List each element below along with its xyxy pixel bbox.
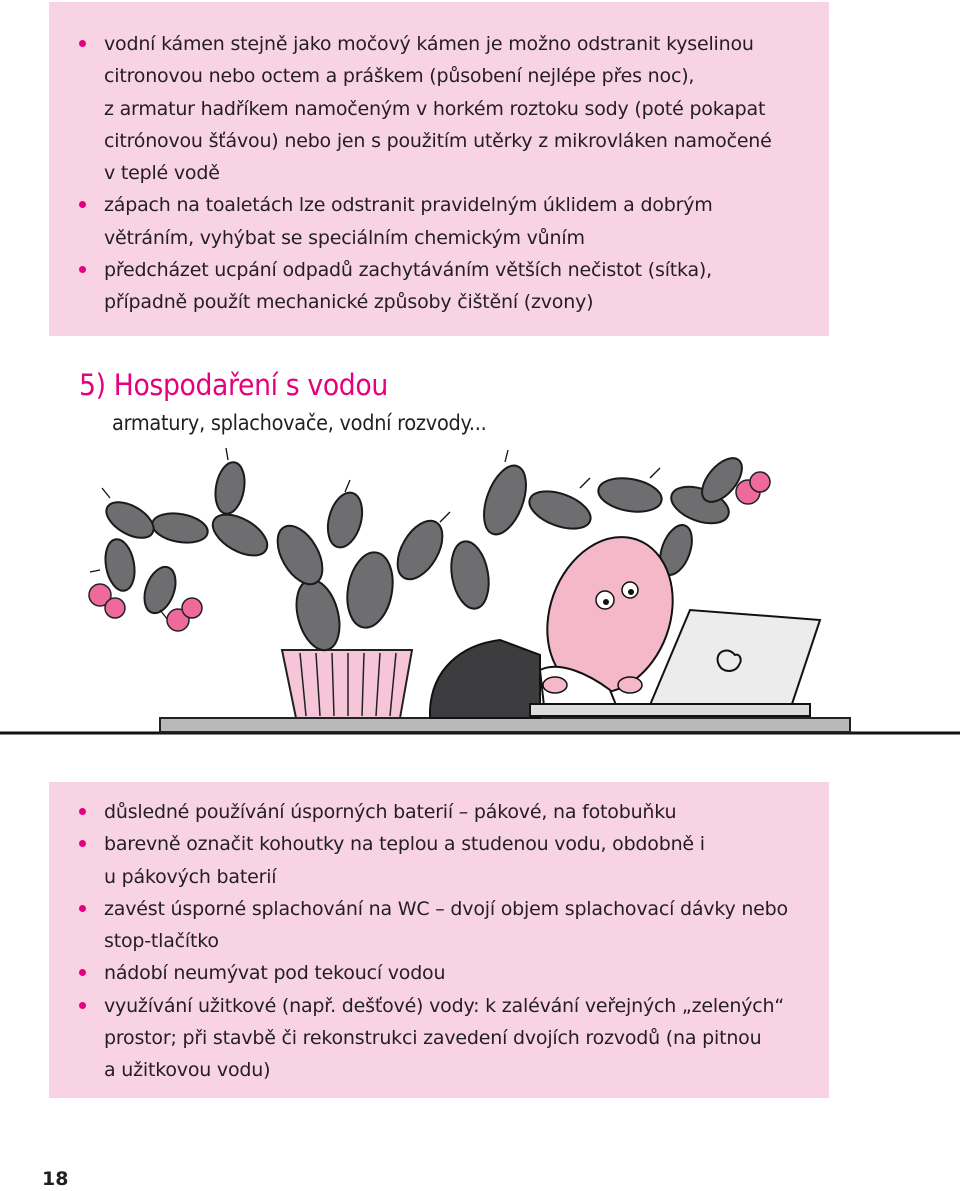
list-item-line: z armatur hadříkem namočeným v horkém roztoku sody (poté pokapat [104, 97, 766, 120]
tips-list-top [79, 28, 809, 319]
list-item-line: citronovou nebo octem a práškem (působení nejlépe přes noc), [104, 65, 695, 88]
cactus-office-illustration [0, 440, 960, 750]
desk-edge [160, 718, 850, 732]
list-item [79, 990, 809, 1087]
list-item-line: zápach na toaletách lze odstranit pravidelným úklidem a dobrým [104, 194, 713, 217]
list-item [79, 796, 809, 828]
list-item [79, 828, 809, 893]
tips-box-top [49, 2, 829, 336]
list-item-line: využívání užitkové (např. dešťové) vody: k zalévání veřejných „zelených“ [104, 994, 785, 1017]
section-heading: 5) Hospodaření s vodou [79, 368, 388, 402]
list-item-line: nádobí neumývat pod tekoucí vodou [104, 962, 446, 985]
list-item [79, 28, 809, 189]
list-item-line: případně použít mechanické způsoby čištění (zvony) [104, 291, 594, 314]
list-item-line: a užitkovou vodu) [104, 1059, 271, 1082]
list-item-line: v teplé vodě [104, 162, 220, 185]
list-item [79, 893, 809, 958]
list-item-line: předcházet ucpání odpadů zachytáváním větších nečistot (sítka), [104, 259, 712, 282]
list-item-line: prostor; při stavbě či rekonstrukci zavedení dvojích rozvodů (na pitnou [104, 1027, 762, 1050]
list-item-line: vodní kámen stejně jako močový kámen je možno odstranit kyselinou [104, 33, 754, 55]
list-item [79, 254, 809, 319]
list-item-line: u pákových baterií [104, 865, 277, 888]
tips-list-bottom [79, 796, 809, 1087]
section-subheading: armatury, splachovače, vodní rozvody... [112, 411, 487, 435]
list-item-line: stop-tlačítko [104, 930, 219, 953]
list-item-line: barevně označit kohoutky na teplou a studenou vodu, obdobně i [104, 833, 705, 856]
page-number: 18 [42, 1168, 69, 1190]
list-item-line: citrónovou šťávou) nebo jen s použitím utěrky z mikrovláken namočené [104, 129, 772, 152]
list-item [79, 957, 809, 989]
list-item-line: zavést úsporné splachování na WC – dvojí objem splachovací dávky nebo [104, 897, 788, 920]
list-item [79, 189, 809, 254]
list-item-line: důsledné používání úsporných baterií – pákové, na fotobuňku [104, 801, 677, 823]
tips-box-bottom [49, 782, 829, 1098]
list-item-line: větráním, vyhýbat se speciálním chemickým vůním [104, 226, 585, 249]
